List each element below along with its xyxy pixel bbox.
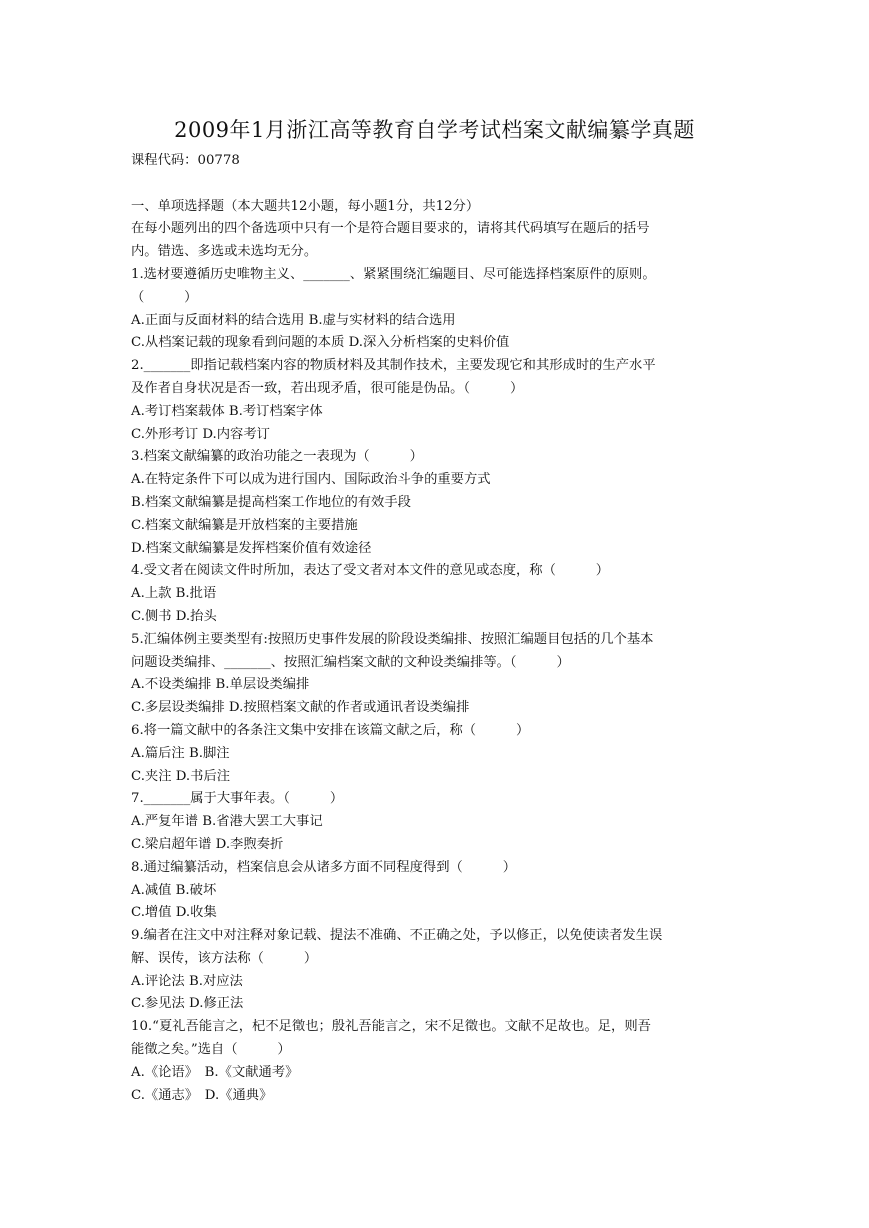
question-stem: 解、误传，该方法称（ ） [131,950,318,966]
instruction-line: 内。错选、多选或未选均无分。 [131,244,318,260]
question-1 [131,264,741,355]
question-options: A.上款 B.批语 [131,586,217,602]
question-options: A.篇后注 B.脚注 [131,745,230,761]
question-stem: 10.“夏礼吾能言之，杞不足徵也；殷礼吾能言之，宋不足徵也。文献不足故也。足，则吾 [131,1019,651,1035]
question-2 [131,355,741,446]
question-options: A.不设类编排 B.单层设类编排 [131,677,310,693]
question-options: C.从档案记载的现象看到问题的本质 D.深入分析档案的史料价值 [131,335,510,351]
exam-body [131,150,741,1107]
question-options: A.《论语》 B.《文献通考》 [131,1064,299,1080]
question-7 [131,788,741,856]
question-stem: 5.汇编体例主要类型有:按照历史事件发展的阶段设类编排、按照汇编题目包括的几个基本 [131,631,654,647]
question-stem: 6.将一篇文献中的各条注文集中安排在该篇文献之后，称（ ） [131,722,530,738]
question-options: C.档案文献编纂是开放档案的主要措施 [131,517,358,533]
question-8 [131,857,741,925]
page-title: 2009年1月浙江高等教育自学考试档案文献编纂学真题 [174,118,695,142]
question-stem: 2._______即指记载档案内容的物质材料及其制作技术，主要发现它和其形成时的生产水平 [131,358,656,374]
question-options: C.夹注 D.书后注 [131,768,231,784]
question-4 [131,560,741,628]
question-stem: 9.编者在注文中对注释对象记载、提法不准确、不正确之处，予以修正，以免使读者发生误 [131,928,663,944]
question-stem: 1.选材要遵循历史唯物主义、_______、紧紧围绕汇编题目、尽可能选择档案原件的原则。 [131,266,656,282]
question-options: C.参见法 D.修正法 [131,996,244,1012]
section-header: 一、单项选择题（本大题共12小题，每小题1分，共12分） [131,198,480,214]
question-options: C.多层设类编排 D.按照档案文献的作者或通讯者设类编排 [131,700,470,716]
question-options: A.正面与反面材料的结合选用 B.虚与实材料的结合选用 [131,312,456,328]
question-options: C.增值 D.收集 [131,905,217,921]
question-5 [131,629,741,720]
question-options: A.考订档案载体 B.考订档案字体 [131,403,323,419]
question-10 [131,1016,741,1107]
question-options: C.侧书 D.抬头 [131,608,217,624]
question-stem: 问题设类编排、_______、按照汇编档案文献的文种设类编排等。（ ） [131,654,570,670]
question-stem: 3.档案文献编纂的政治功能之一表现为（ ） [131,449,423,465]
question-options: A.减值 B.破坏 [131,882,217,898]
question-3 [131,446,741,560]
question-stem: 7._______属于大事年表。（ ） [131,791,344,807]
question-options: D.档案文献编纂是发挥档案价值有效途径 [131,540,372,556]
question-stem: 及作者自身状况是否一致，若出现矛盾，很可能是伪品。（ ） [131,380,524,396]
question-stem: 4.受文者在阅读文件时所加，表达了受文者对本文件的意见或态度，称（ ） [131,563,610,579]
question-options: C.外形考订 D.内容考订 [131,426,270,442]
question-options: C.《通志》 D.《通典》 [131,1087,273,1103]
question-options: B.档案文献编纂是提高档案工作地位的有效手段 [131,494,411,510]
question-9 [131,925,741,1016]
instruction-line: 在每小题列出的四个备选项中只有一个是符合题目要求的，请将其代码填写在题后的括号 [131,221,650,237]
spacer [131,173,741,196]
question-stem: （ ） [131,289,198,305]
question-options: A.评论法 B.对应法 [131,973,243,989]
question-stem: 能徵之矣。”选自（ ） [131,1042,291,1058]
question-stem: 8.通过编纂活动，档案信息会从诸多方面不同程度得到（ ） [131,859,516,875]
question-6 [131,720,741,788]
course-code: 课程代码：00778 [131,153,240,168]
question-options: A.严复年谱 B.省港大罢工大事记 [131,814,323,830]
question-options: A.在特定条件下可以成为进行国内、国际政治斗争的重要方式 [131,472,491,488]
question-options: C.梁启超年谱 D.李煦奏折 [131,836,284,852]
